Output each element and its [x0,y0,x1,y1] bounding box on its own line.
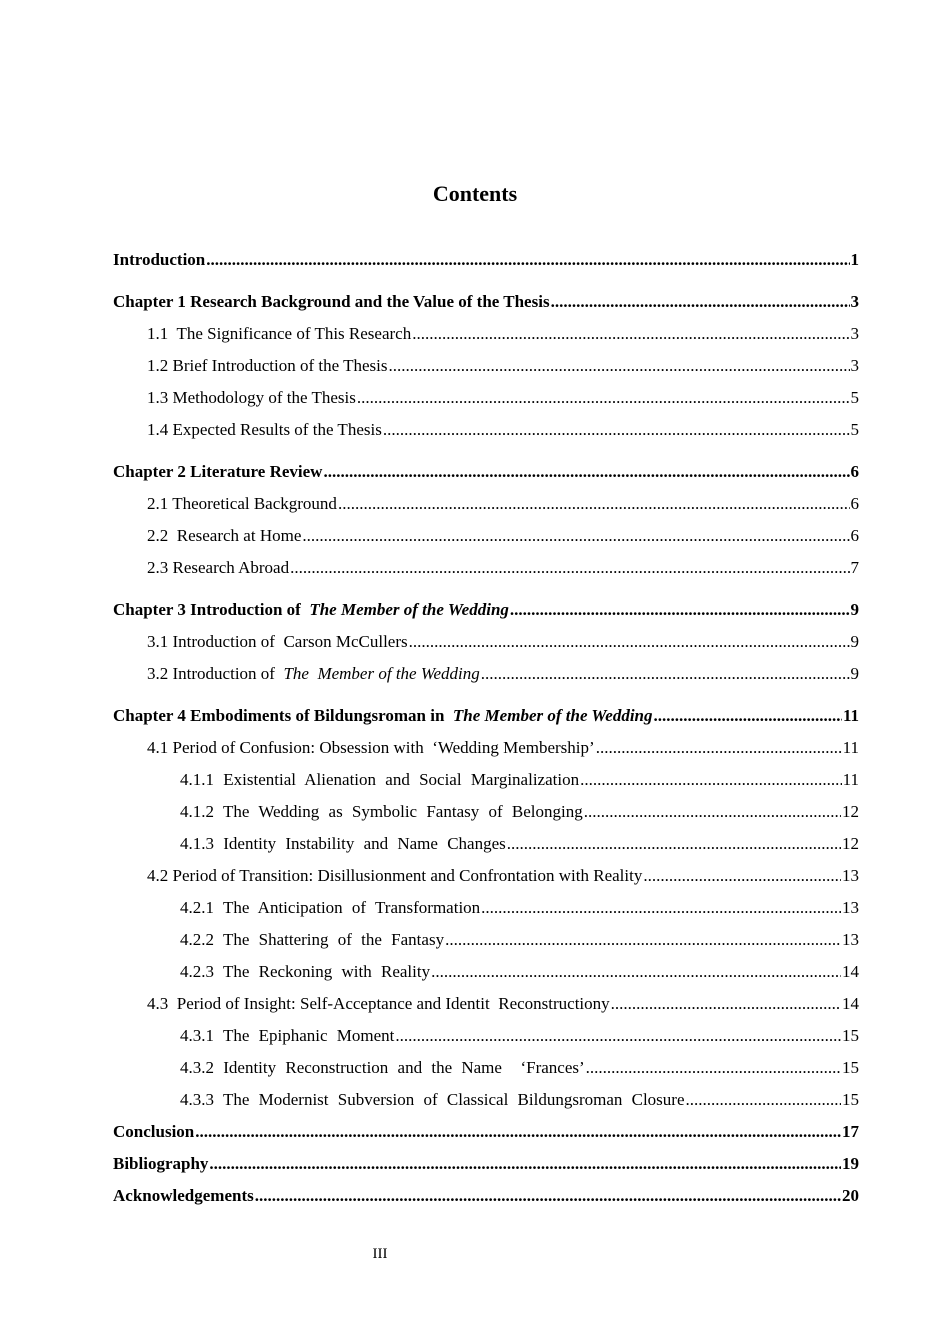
toc-entry-title [147,318,411,350]
toc-entry-title-text: Conclusion [113,1122,195,1141]
toc-section-entry[interactable] [113,860,859,892]
toc-entry-title-text: 4.1.1 Existential Alienation and Social Marginalization [180,770,580,789]
dot-leader [290,552,849,584]
toc-subsection-entry[interactable] [113,764,859,796]
toc-entry-title-text: 4.3.3 The Modernist Subversion of Classical Bildungsroman Closure [180,1090,685,1109]
toc-page-number: 14 [842,994,859,1013]
toc-entry-title-text: 4.3.1 The Epiphanic Moment [180,1026,395,1045]
toc-entry-title-text: 1.1 The Significance of This Research [147,324,412,343]
toc-subsection-entry[interactable] [113,796,859,828]
toc-entry-title-text: Introduction [113,250,206,269]
toc-section-entry[interactable] [113,520,859,552]
page-number: III [372,1246,388,1262]
toc-entry-title [180,828,506,860]
toc-page-number: 15 [842,1026,859,1045]
toc-entry-title [113,244,205,276]
toc-entry-title [113,1180,254,1212]
dot-leader [643,860,841,892]
toc-page-number: 3 [850,356,859,375]
toc-entry-title [147,626,408,658]
toc-page-number: 7 [850,558,859,577]
dot-leader [510,594,850,626]
dot-leader [409,626,850,658]
toc-entry-title [147,552,289,584]
toc-entry-title [180,764,579,796]
dot-leader [551,286,850,318]
toc-page-number: 9 [850,600,859,619]
toc-entry-title [147,520,301,552]
toc-chapter-entry[interactable] [113,1180,859,1212]
dot-leader [323,456,849,488]
dot-leader [431,956,841,988]
toc-entry-title-text: 2.3 Research Abroad [147,558,290,577]
toc-entry-title [147,860,642,892]
toc-entry-title-text: Bibliography [113,1154,209,1173]
toc-page-number: 3 [850,324,859,343]
dot-leader [206,244,849,276]
toc-page-number: 20 [842,1186,859,1205]
dot-leader [596,732,842,764]
toc-page-number: 15 [842,1090,859,1109]
toc-entry-title [180,956,430,988]
toc-subsection-entry[interactable] [113,1052,859,1084]
dot-leader [395,1020,841,1052]
toc-entry-title-text: 4.3 Period of Insight: Self-Acceptance and Identit Reconstructiony [147,994,610,1013]
toc-entry-title [147,414,382,446]
toc-page-number: 6 [850,494,859,513]
toc-chapter-entry[interactable] [113,456,859,488]
toc-page-number: 15 [842,1058,859,1077]
dot-leader [383,414,850,446]
toc-subsection-entry[interactable] [113,924,859,956]
toc-entry-title [113,1148,208,1180]
toc-page-number: 1 [850,250,859,269]
dot-leader [580,764,842,796]
dot-leader [507,828,841,860]
dot-leader [338,488,850,520]
toc-entry-title-text: 1.3 Methodology of the Thesis [147,388,356,407]
toc-entry-title [147,488,337,520]
dot-leader [209,1148,841,1180]
dot-leader [195,1116,841,1148]
dot-leader [357,382,850,414]
dot-leader [481,892,841,924]
dot-leader [255,1180,841,1212]
dot-leader [481,658,850,690]
toc-page-number: 5 [850,420,859,439]
toc-subsection-entry[interactable] [113,892,859,924]
toc-entry-title-text: Acknowledgements [113,1186,254,1205]
toc-page-number: 6 [850,526,859,545]
dot-leader [412,318,849,350]
toc-subsection-entry[interactable] [113,828,859,860]
toc-entry-title [180,924,444,956]
dot-leader [302,520,849,552]
toc-entry-title-text: 4.1.2 The Wedding as Symbolic Fantasy of Belonging [180,802,583,821]
dot-leader [686,1084,841,1116]
toc-page-number: 14 [842,962,859,981]
toc-page-number: 11 [842,770,859,789]
toc-entry-title-text: 1.2 Brief Introduction of the Thesis [147,356,388,375]
toc-chapter-entry[interactable] [113,1148,859,1180]
toc-page-number: 3 [850,292,859,311]
toc-page-number: 11 [842,706,859,725]
toc-entry-title [180,796,583,828]
toc-chapter-entry[interactable] [113,700,859,732]
toc-entry-title-text: 4.1.3 Identity Instability and Name Changes [180,834,506,853]
toc-entry-title [147,988,610,1020]
toc-page-number: 9 [850,632,859,651]
toc-chapter-entry[interactable] [113,1116,859,1148]
toc-entry-title-text: 4.2.3 The Reckoning with Reality [180,962,431,981]
toc-entry-title [113,456,322,488]
toc-page-number: 17 [842,1122,859,1141]
toc-entry-title-text: 2.2 Research at Home [147,526,302,545]
toc-section-entry[interactable] [113,318,859,350]
toc-entry-title-text: Chapter 3 Introduction of [113,600,310,619]
toc-page-number: 11 [842,738,859,757]
toc-subsection-entry[interactable] [113,1084,859,1116]
dot-leader [584,796,841,828]
toc-page-number: 6 [850,462,859,481]
toc-chapter-entry[interactable] [113,244,859,276]
toc-page-number: 9 [850,664,859,683]
toc-entry-title-text: 1.4 Expected Results of the Thesis [147,420,382,439]
toc-entry-title-text: 4.3.2 Identity Reconstruction and the Name ‘Frances’ [180,1058,585,1077]
toc-entry-title [180,892,480,924]
toc-entry-title [180,1020,394,1052]
toc-entry-title [113,700,653,732]
toc-section-entry[interactable] [113,414,859,446]
toc-entry-title-text: 4.2 Period of Transition: Disillusionment and Confrontation with Reality [147,866,643,885]
toc-page-number: 12 [842,802,859,821]
dot-leader [388,350,849,382]
toc-section-entry[interactable] [113,626,859,658]
dot-leader [654,700,842,732]
toc-entry-title-text: 3.2 Introduction of [147,664,284,683]
toc-chapter-entry[interactable] [113,286,859,318]
toc-section-entry[interactable] [113,658,859,690]
toc-entry-title-italic: The Member of the Wedding [452,706,653,725]
toc-entry-title-text: 2.1 Theoretical Background [147,494,337,513]
toc-section-entry[interactable] [113,382,859,414]
toc-chapter-entry[interactable] [113,594,859,626]
toc-entry-title [180,1052,585,1084]
toc-entry-title-text: Chapter 1 Research Background and the Value of the Thesis [113,292,550,311]
toc-entry-title [147,658,480,690]
toc-section-entry[interactable] [113,732,859,764]
table-of-contents [113,244,859,1212]
toc-entry-title [113,1116,194,1148]
toc-page-number: 13 [842,866,859,885]
toc-entry-title-text: Chapter 4 Embodiments of Bildungsroman in [113,706,453,725]
dot-leader [445,924,841,956]
toc-entry-title [113,286,550,318]
toc-section-entry[interactable] [113,988,859,1020]
toc-section-entry[interactable] [113,552,859,584]
toc-entry-title [113,594,509,626]
toc-entry-title [147,382,356,414]
toc-entry-title [180,1084,685,1116]
toc-entry-title-italic: The Member of the Wedding [309,600,509,619]
toc-entry-title-text: 4.2.2 The Shattering of the Fantasy [180,930,445,949]
toc-entry-title-text: Chapter 2 Literature Review [113,462,323,481]
dot-leader [586,1052,841,1084]
toc-subsection-entry[interactable] [113,956,859,988]
toc-section-entry[interactable] [113,488,859,520]
toc-page-number: 13 [842,930,859,949]
toc-entry-title-text: 4.1 Period of Confusion: Obsession with ‘Wedding Membership’ [147,738,595,757]
toc-page-number: 12 [842,834,859,853]
toc-entry-title-italic: The Member of the Wedding [283,664,480,683]
toc-subsection-entry[interactable] [113,1020,859,1052]
toc-entry-title-text: 4.2.1 The Anticipation of Transformation [180,898,481,917]
toc-page-number: 5 [850,388,859,407]
toc-page-number: 19 [842,1154,859,1173]
toc-entry-title [147,732,595,764]
dot-leader [611,988,841,1020]
toc-page-number: 13 [842,898,859,917]
page-title: Contents [432,181,518,206]
toc-entry-title-text: 3.1 Introduction of Carson McCullers [147,632,408,651]
toc-section-entry[interactable] [113,350,859,382]
toc-entry-title [147,350,387,382]
